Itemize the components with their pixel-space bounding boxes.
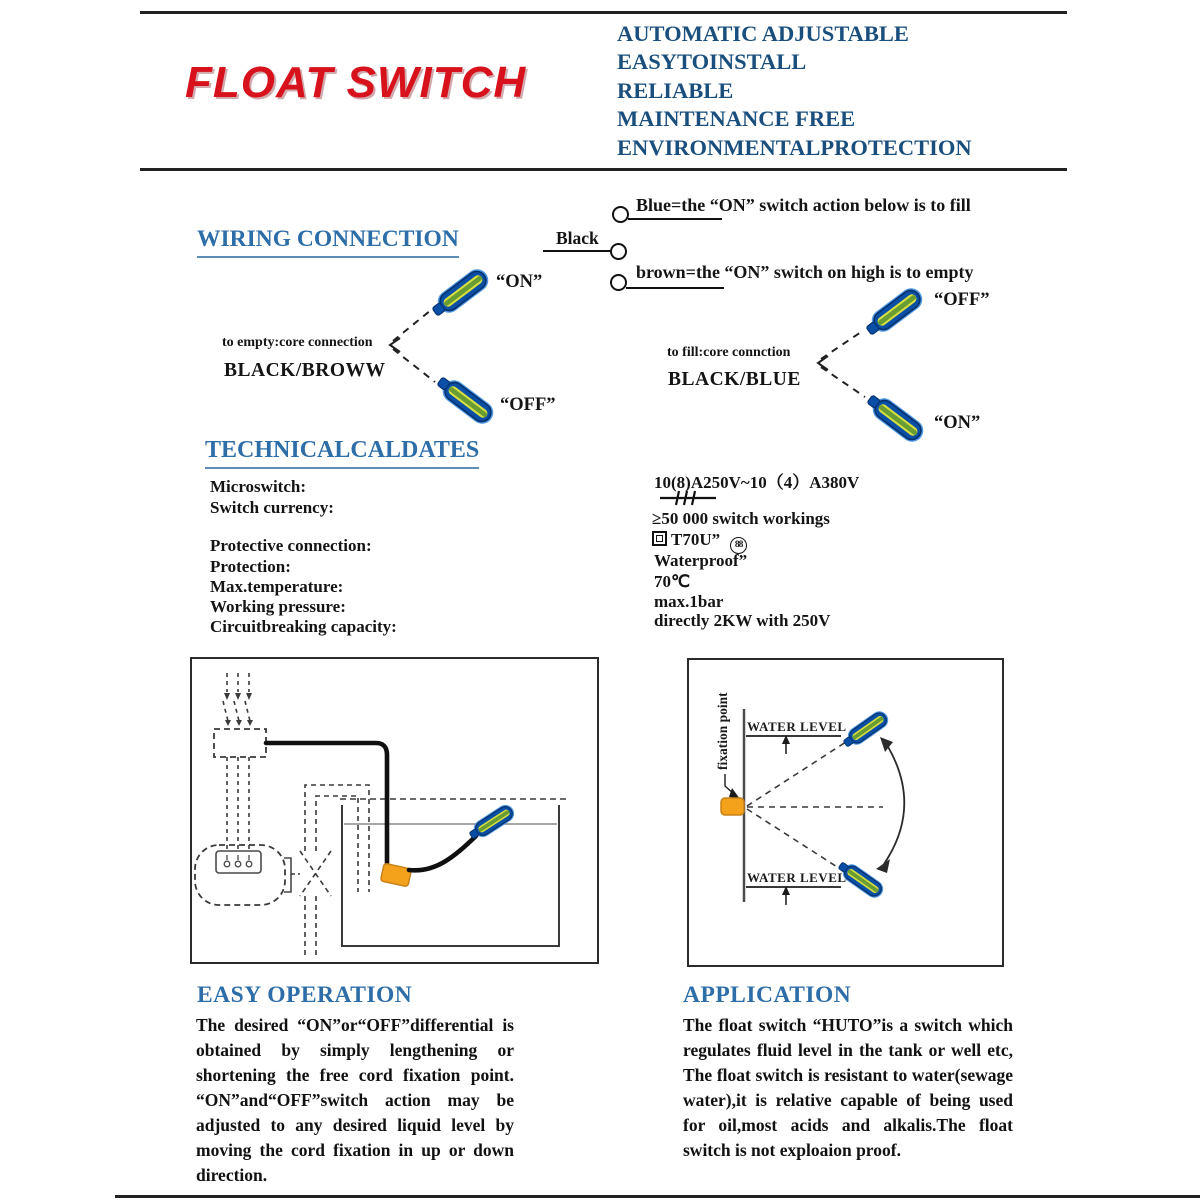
tech-value-rating: 10(8)A250V~10（4）A380V [654, 473, 860, 492]
feature-item: AUTOMATIC ADJUSTABLE [617, 21, 909, 46]
motor-leads [227, 757, 249, 851]
right-wiring-cores: BLACK/BLUE [668, 369, 801, 390]
arc-arrow-top [880, 737, 893, 752]
easy-operation-body: The desired “ON”or“OFF”differential is obtained by simply lengthening or shortening the free cord fixation point. “ON”and“OFF”switch action may be adjusted to any desired liquid level by moving the cord fixation in up or down direction. [196, 1015, 514, 1185]
pipework [305, 785, 369, 955]
circled-88-icon: 88 [730, 537, 747, 554]
feature-item: EASYTOINSTALL [617, 49, 807, 75]
motor-terminal-box [216, 851, 261, 873]
water-level-bottom [746, 870, 847, 905]
tech-value-pressure: max.1bar [654, 592, 724, 611]
application-heading: APPLICATION [683, 982, 852, 1008]
on-label: “ON” [496, 272, 543, 292]
common-terminal-lead [543, 250, 611, 252]
bottom-rule [115, 1195, 1200, 1198]
wiring-heading: WIRING CONNECTION [197, 226, 459, 258]
cable-fixation-weight [380, 863, 411, 886]
easy-operation-heading: EASY OPERATION [197, 982, 413, 1008]
dashed-ray [393, 349, 435, 382]
header-rule-top [140, 11, 1067, 14]
tech-label: Protection: [210, 557, 291, 576]
fixation-point-label: fixation point [715, 692, 730, 770]
install-diagram [192, 659, 597, 962]
tech-value-temperature: 70℃ [654, 572, 691, 591]
blue-terminal-lead [628, 218, 722, 220]
tech-label: Microswitch: [210, 477, 306, 496]
tech-label: Protective connection: [210, 536, 372, 555]
water-level-top [746, 719, 847, 754]
tech-value-breaking: directly 2KW with 250V [654, 611, 831, 630]
terminal-circle-brown [610, 274, 627, 291]
switch-contact-symbol [658, 490, 722, 506]
wiring-left-diagram [378, 258, 603, 433]
junction-box [214, 729, 266, 757]
tank-walls [342, 805, 559, 946]
off-label: “OFF” [934, 290, 990, 310]
off-label: “OFF” [500, 395, 556, 415]
dashed-ray [393, 310, 431, 341]
motor-outline [195, 845, 285, 905]
left-wiring-caption: to empty:core connection [222, 335, 373, 350]
power-supply-lines [223, 673, 253, 726]
dashed-ray [821, 367, 865, 397]
protection-code-text: T70U” [671, 530, 721, 549]
tech-label: Max.temperature: [210, 577, 344, 596]
terminal-circle-black [610, 243, 627, 260]
square-in-square-icon [652, 531, 667, 546]
float-switch-icon [466, 802, 517, 844]
brown-terminal-lead [626, 287, 724, 289]
float-switch-icon [433, 372, 498, 428]
left-wiring-cores: BLACK/BROWW [224, 360, 386, 381]
page-title: FLOAT SWITCH [185, 58, 527, 107]
float-cable [409, 836, 476, 870]
fixation-point-block [721, 798, 744, 815]
brown-terminal-text: brown=the “ON” switch on high is to empty [636, 262, 974, 282]
tech-value-protection: Waterproof” [654, 551, 748, 570]
tech-label: Circuitbreaking capacity: [210, 617, 397, 636]
technical-heading: TECHNICALCALDATES [205, 437, 479, 469]
tech-label: Switch currency: [210, 498, 334, 517]
common-terminal-label: Black [556, 228, 599, 248]
float-switch-icon [863, 390, 928, 446]
float-switch-icon [862, 284, 927, 340]
arc-arrow-bottom [876, 859, 890, 873]
right-wiring-caption: to fill:core connction [667, 345, 791, 360]
angle-diagram [689, 660, 1002, 965]
float-switch-icon [428, 265, 493, 321]
application-body: The float switch “HUTO”is a switch which regulates fluid level in the tank or well etc, The float switch is resistant to water(sewage water),it is relative capable of being used for oil,most acids and alkalis.The float switch is not exploaion proof. [683, 1015, 1013, 1160]
feature-item: ENVIRONMENTALPROTECTION [617, 134, 972, 160]
dashed-ray [821, 330, 864, 359]
wiring-right-diagram [800, 280, 1025, 455]
feature-item: RELIABLE [617, 77, 734, 103]
feature-list [617, 20, 972, 162]
angle-diagram-box [687, 658, 1004, 967]
water-level-label: WATER LEVEL [747, 719, 847, 734]
swing-arc [884, 745, 904, 864]
valve-icon [300, 851, 331, 896]
install-diagram-box [190, 657, 599, 964]
water-level-label: WATER LEVEL [747, 870, 847, 885]
feature-item: MAINTENANCE FREE [617, 106, 856, 132]
tech-label: Working pressure: [210, 597, 346, 616]
header-rule-bottom [140, 168, 1067, 171]
swing-rays [747, 740, 883, 872]
blue-terminal-text: Blue=the “ON” switch action below is to fill [636, 195, 971, 215]
tech-value-workings: ≥50 000 switch workings [652, 509, 830, 528]
terminal-circle-blue [612, 206, 629, 223]
on-label: “ON” [934, 413, 981, 433]
